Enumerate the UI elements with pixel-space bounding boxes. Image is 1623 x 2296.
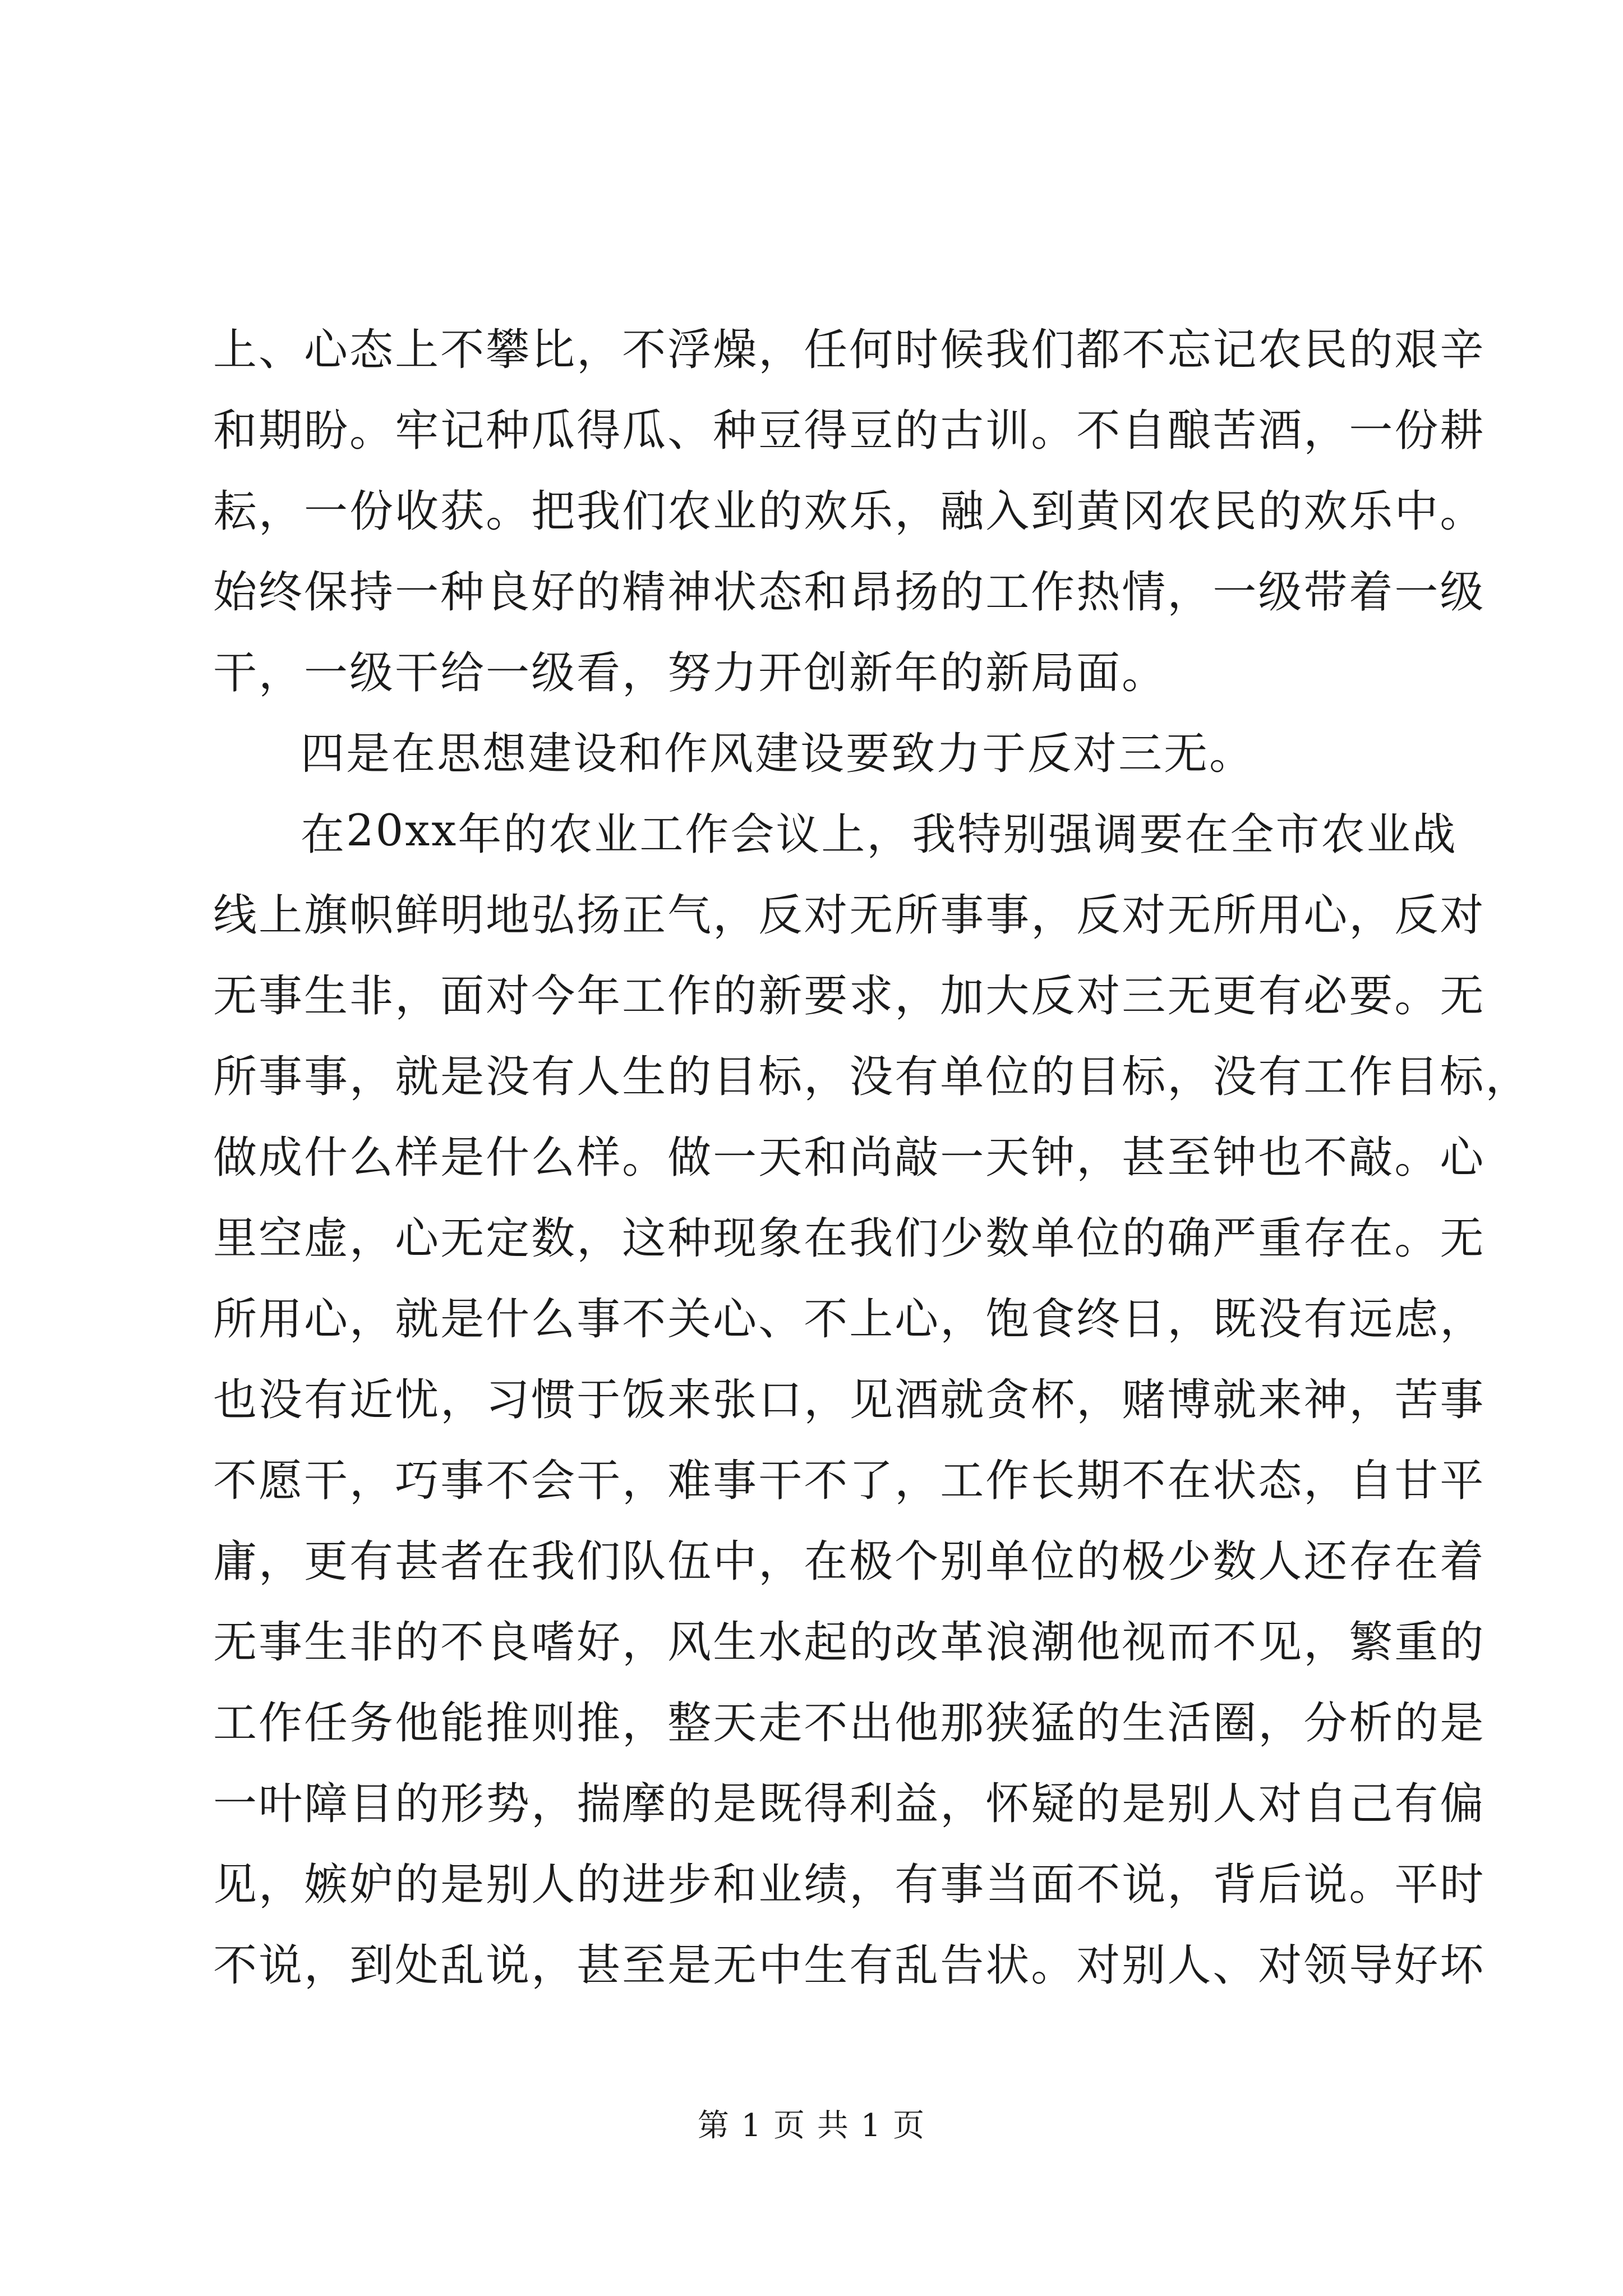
text-line: 始 终 保 持 一 种 良 好 的 精 神 状 态 和 昂 扬 的 工 作 热 情 ， 一 级 带 着 一 级 (213, 567, 1486, 618)
text-line: 一 叶 障 目 的 形 势 ， 揣 摩 的 是 既 得 利 益 ， 怀 疑 的 是 别 人 对 自 己 有 偏 (213, 1779, 1486, 1829)
text-line: 无 事 生 非 的 不 良 嗜 好 ， 风 生 水 起 的 改 革 浪 潮 他 视 而 不 见 ， 繁 重 的 (213, 1617, 1486, 1668)
text-line: 也 没 有 近 忧 ， 习 惯 于 饭 来 张 口 ， 见 酒 就 贪 杯 ， 赌 博 就 来 神 ， 苦 事 (213, 1375, 1486, 1425)
text-line: 工 作 任 务 他 能 推 则 推 ， 整 天 走 不 出 他 那 狭 猛 的 生 活 圈 ， 分 析 的 是 (213, 1698, 1486, 1749)
text-line: 四是在思想建设和作风建设要致力于反对三无。 (301, 729, 1255, 779)
text-line: 所 用 心 ， 就 是 什 么 事 不 关 心 、 不 上 心 ， 饱 食 终 日 ， 既 没 有 远 虑 ， (213, 1294, 1486, 1345)
text-line: 庸 ， 更 有 甚 者 在 我 们 队 伍 中 ， 在 极 个 别 单 位 的 极 少 数 人 还 存 在 着 (213, 1536, 1486, 1587)
text-line: 在 20xx 年 的 农 业 工 作 会 议 上 ， 我 特 别 强 调 要 在 全 市 农 业 战 (301, 806, 1458, 860)
text-line: 干，一级干给一级看，努力开创新年的新局面。 (213, 648, 1168, 698)
text-line: 上 、 心 态 上 不 攀 比 ， 不 浮 燥 ， 任 何 时 候 我 们 都 不 忘 记 农 民 的 艰 辛 (213, 325, 1486, 375)
body-text (213, 306, 1531, 2002)
text-line: 所 事 事 ， 就 是 没 有 人 生 的 目 标 ， 没 有 单 位 的 目 标 ， 没 有 工 作 目 标 ， (213, 1052, 1531, 1102)
text-line: 无 事 生 非 ， 面 对 今 年 工 作 的 新 要 求 ， 加 大 反 对 三 无 更 有 必 要 。 无 (213, 971, 1486, 1022)
text-line: 和 期 盼 。 牢 记 种 瓜 得 瓜 、 种 豆 得 豆 的 古 训 。 不 自 酿 苦 酒 ， 一 份 耕 (213, 406, 1486, 456)
text-line: 做 成 什 么 样 是 什 么 样 。 做 一 天 和 尚 敲 一 天 钟 ， 甚 至 钟 也 不 敲 。 心 (213, 1133, 1486, 1183)
text-line: 里 空 虚 ， 心 无 定 数 ， 这 种 现 象 在 我 们 少 数 单 位 的 确 严 重 存 在 。 无 (213, 1213, 1486, 1264)
text-line: 线 上 旗 帜 鲜 明 地 弘 扬 正 气 ， 反 对 无 所 事 事 ， 反 对 无 所 用 心 ， 反 对 (213, 890, 1486, 941)
text-line: 耘 ， 一 份 收 获 。 把 我 们 农 业 的 欢 乐 ， 融 入 到 黄 冈 农 民 的 欢 乐 中 。 (213, 486, 1486, 537)
page-footer: 第 1 页 共 1 页 (697, 2108, 926, 2144)
text-line: 不 愿 干 ， 巧 事 不 会 干 ， 难 事 干 不 了 ， 工 作 长 期 不 在 状 态 ， 自 甘 平 (213, 1456, 1486, 1506)
text-line: 不 说 ， 到 处 乱 说 ， 甚 至 是 无 中 生 有 乱 告 状 。 对 别 人 、 对 领 导 好 坏 (213, 1940, 1486, 1991)
text-line: 见 ， 嫉 妒 的 是 别 人 的 进 步 和 业 绩 ， 有 事 当 面 不 说 ， 背 后 说 。 平 时 (213, 1860, 1486, 1910)
